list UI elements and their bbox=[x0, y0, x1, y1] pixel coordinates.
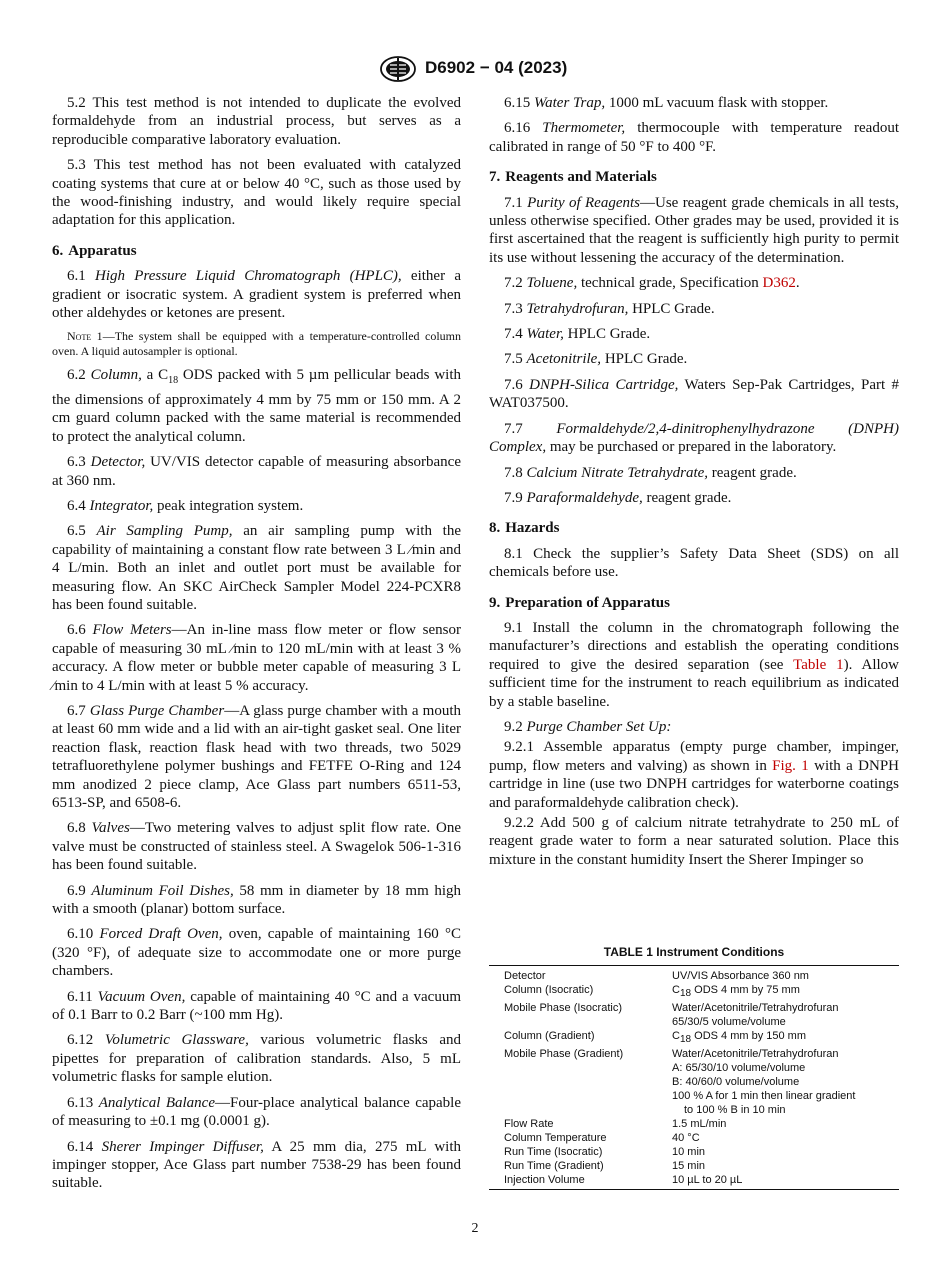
para-7-5: 7.5 Acetonitrile, HPLC Grade. bbox=[504, 351, 688, 368]
para-6-16: 6.16 Thermometer, thermocouple with temperature readout calibrated in range of 50 °F to 400 °F. bbox=[489, 120, 899, 155]
link-d362[interactable]: D362 bbox=[762, 275, 796, 292]
link-table-1[interactable]: Table 1 bbox=[793, 656, 844, 673]
para-9-2: 9.2 Purge Chamber Set Up: bbox=[504, 718, 672, 735]
para-9-1: 9.1 Install the column in the chromatograph following the manufacturer’s directions and establish the operating conditions required to give the desired separation (see Table 1). Allow sufficient time for the instrument to reach equilibrium as indicated by a stable baseline. bbox=[489, 619, 900, 710]
para-5-3: 5.3 This test method has not been evaluated with catalyzed coating systems that cure at or below 40 °C, such as those used by the wood-finishing industry, and would likely require special adaptation for this application. bbox=[52, 157, 461, 229]
table-row: Detector UV/VIS Absorbance 360 nm bbox=[504, 970, 809, 982]
table-row: Flow Rate 1.5 mL/min bbox=[504, 1118, 727, 1131]
page-header bbox=[0, 56, 950, 84]
para-7-1: 7.1 Purity of Reagents—Use reagent grade chemicals in all tests, unless otherwise specified. Other grades may be used, provided it is first ascertained that the reagent is sufficiently high purity to permit its use without lessening the accuracy of the determination. bbox=[489, 194, 899, 266]
para-8-1: 8.1 Check the supplier’s Safety Data Sheet (SDS) on all chemicals before use. bbox=[489, 545, 899, 581]
para-6-15: 6.15 Water Trap, 1000 mL vacuum flask with stopper. bbox=[504, 95, 829, 111]
para-7-4: 7.4 Water, HPLC Grade. bbox=[504, 326, 651, 343]
section-6-heading: 6. Apparatus bbox=[52, 242, 137, 259]
section-8-heading: 8. Hazards bbox=[489, 520, 560, 537]
para-6-7: 6.7 Glass Purge Chamber—A glass purge chamber with a mouth at least 60 mm wide and a lid with an air-tight gasket seal. One liter reaction flask, reaction flask head with two threads, two 5029 tetrafluorethylene polymer bushings and FETFE O-Ring and 124 mm anodized 2 piece clamp, Ace Glass part numbers 6511-53, 6513-SP, and 6508-6. bbox=[52, 702, 462, 811]
link-fig-1[interactable]: Fig. 1 bbox=[772, 757, 809, 774]
para-6-12: 6.12 Volumetric Glassware, various volumetric flasks and pipettes for preparation of calibration standards. Also, 5 mL volumetric flasks for sample elution. bbox=[52, 1032, 462, 1086]
section-7-heading: 7. Reagents and Materials bbox=[489, 169, 657, 186]
para-6-11: 6.11 Vacuum Oven, capable of maintaining 40 °C and a vacuum of 0.1 Barr to 0.2 Barr (~100 mm Hg). bbox=[52, 988, 462, 1024]
para-7-7: 7.7 Formaldehyde/2,4-dinitrophenylhydrazone (DNPH) Complex, may be purchased or prepared in the laboratory. bbox=[489, 420, 899, 456]
para-6-6: 6.6 Flow Meters—An in-line mass flow meter or flow sensor capable of measuring 30 mL ⁄min to 120 mL/min with at least 3 % accuracy. A flow meter or bubble meter capable of measuring 3 L ⁄min to 4 L/min with at least 5 % accuracy. bbox=[52, 622, 461, 694]
page-number: 2 bbox=[471, 1221, 479, 1236]
para-6-1: 6.1 High Pressure Liquid Chromatograph (HPLC), either a gradient or isocratic system. A gradient system is preferred when other aldehydes or ketones are present. bbox=[52, 268, 461, 322]
para-7-2: 7.2 Toluene, technical grade, Specification D362. bbox=[504, 275, 800, 292]
para-5-2: 5.2 This test method is not intended to duplicate the evolved formaldehyde from an industrial process, but serves as a reproducible comparative laboratory evaluation. bbox=[52, 95, 461, 148]
note-1: Note 1—The system shall be equipped with a temperature-controlled column oven. A liquid autosampler is optional. bbox=[52, 329, 461, 359]
para-9-2-1: 9.2.1 Assemble apparatus (empty purge chamber, impinger, pump, flow meters and valving) as shown in Fig. 1 with a DNPH cartridge in line (use two DNPH cartridges for waterborne coatings and paraformaldehyde calibration check). bbox=[489, 739, 899, 811]
para-6-5: 6.5 Air Sampling Pump, an air sampling pump with the capability of maintaining a constant flow rate between 3 L ⁄min and 4 L/min. Both an inlet and outlet port must be available for measuring flow. An SKC AirCheck Sampler Model 224-PCXR8 has been found suitable. bbox=[52, 523, 461, 613]
para-6-2: 6.2 Column, a $C_{18}$ ODS packed with 5 µm pellicular beads with the dimensions of approximately 4 mm by 75 mm or 150 mm. A 2 cm guard column packed with the same material is recommended to protect the analytical column. bbox=[52, 367, 461, 445]
para-7-3: 7.3 Tetrahydrofuran, HPLC Grade. bbox=[504, 300, 715, 317]
table-row: Column Temperature 40 °C bbox=[504, 1132, 700, 1145]
document-id: D6902 − 04 (2023) bbox=[425, 58, 568, 77]
right-column bbox=[489, 94, 899, 876]
para-6-4: 6.4 Integrator, peak integration system. bbox=[67, 497, 304, 514]
para-6-3: 6.3 Detector, UV/VIS detector capable of measuring absorbance at 360 nm. bbox=[52, 454, 461, 489]
para-6-9: 6.9 Aluminum Foil Dishes, 58 mm in diameter by 18 mm high with a smooth (planar) bottom surface. bbox=[52, 882, 461, 918]
table-row: Mobile Phase (Gradient) Water/Acetonitrile/Tetrahydrofuran A: 65/30/10 volume/volume B: 40/60/0 volume/volume 100 % A for 1 min then linear gradient to 100 % B in 10 min bbox=[504, 1048, 856, 1117]
astm-logo-icon bbox=[380, 56, 416, 82]
left-column bbox=[52, 94, 461, 1200]
table-1 bbox=[489, 945, 899, 1190]
para-6-14: 6.14 Sherer Impinger Diffuser, A 25 mm dia, 275 mL with impinger stopper, Ace Glass part number 7538-29 has been found suitable. bbox=[52, 1138, 462, 1192]
table-row: Injection Volume 10 µL to 20 µL bbox=[504, 1174, 743, 1187]
table-row: Run Time (Gradient) 15 min bbox=[504, 1160, 706, 1173]
para-6-8: 6.8 Valves—Two metering valves to adjust split flow rate. One valve must be constructed of stainless steel. A Swagelok 506-1-316 has been found suitable. bbox=[52, 820, 462, 874]
table-row: Run Time (Isocratic) 10 min bbox=[504, 1146, 706, 1159]
section-9-heading: 9. Preparation of Apparatus bbox=[489, 594, 670, 611]
table-row: Column (Isocratic) $C_{18}$ ODS 4 mm by 75 mm bbox=[504, 984, 800, 1000]
para-6-13: 6.13 Analytical Balance—Four-place analytical balance capable of measuring to ±0.1 mg (0.0001 g). bbox=[52, 1094, 462, 1130]
table-row: Mobile Phase (Isocratic) Water/Acetonitrile/Tetrahydrofuran 65/30/5 volume/volume bbox=[504, 1002, 839, 1029]
table-row: Column (Gradient) $C_{18}$ ODS 4 mm by 150 mm bbox=[504, 1030, 806, 1046]
table-body bbox=[489, 965, 899, 1190]
para-9-2-2: 9.2.2 Add 500 g of calcium nitrate tetrahydrate to 250 mL of reagent grade water to form a near saturated solution. Place this mixture in the constant humidity Insert the Sherer Impinger so bbox=[489, 815, 899, 868]
para-6-10: 6.10 Forced Draft Oven, oven, capable of maintaining 160 °C (320 °F), of adequate size to accommodate one or more purge chambers. bbox=[52, 926, 462, 980]
para-7-9: 7.9 Paraformaldehyde, reagent grade. bbox=[504, 489, 732, 506]
table-title: TABLE 1 Instrument Conditions bbox=[603, 945, 785, 959]
para-7-6: 7.6 DNPH-Silica Cartridge, Waters Sep-Pak Cartridges, Part # WAT037500. bbox=[489, 376, 899, 412]
para-7-8: 7.8 Calcium Nitrate Tetrahydrate, reagent grade. bbox=[504, 464, 797, 481]
